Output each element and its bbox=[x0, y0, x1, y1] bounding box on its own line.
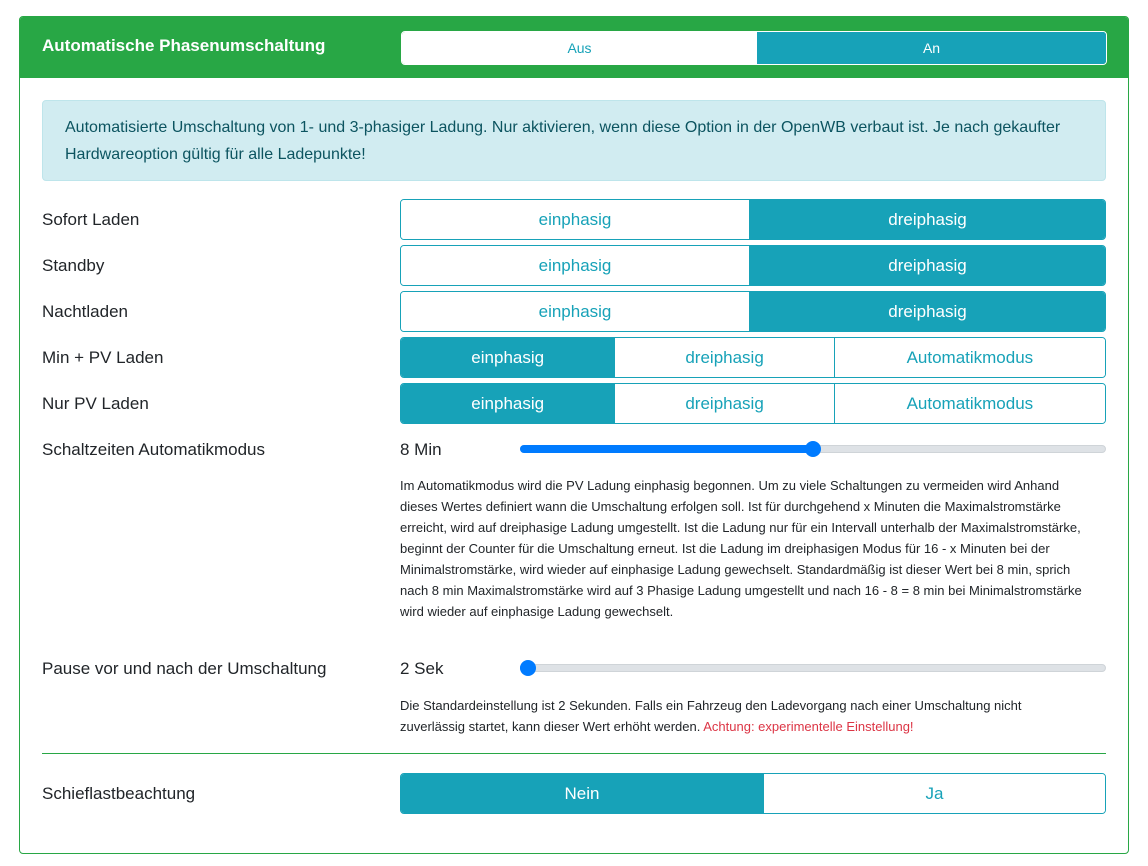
nachtladen-einphasig-button[interactable]: einphasig bbox=[401, 292, 749, 331]
sofort-laden-label: Sofort Laden bbox=[42, 210, 140, 229]
info-alert-text: Automatisierte Umschaltung von 1- und 3-phasiger Ladung. Nur aktivieren, wenn diese Option in der OpenWB verbaut ist. Je nach gekaufter Hardwareoption gültig für alle Ladepunkte! bbox=[65, 119, 1061, 163]
card-header bbox=[20, 17, 1128, 78]
standby-einphasig-button[interactable]: einphasig bbox=[401, 246, 749, 285]
min-pv-einphasig-button[interactable]: einphasig bbox=[401, 338, 614, 377]
standby-toggle bbox=[400, 245, 1106, 286]
nur-pv-dreiphasig-button[interactable]: dreiphasig bbox=[614, 384, 833, 423]
phase-switch-on-button[interactable]: An bbox=[757, 32, 1106, 64]
schieflast-nein-button[interactable]: Nein bbox=[401, 774, 763, 813]
pause-help bbox=[400, 695, 1090, 737]
card-title: Automatische Phasenumschaltung bbox=[42, 36, 326, 55]
min-pv-laden-toggle bbox=[400, 337, 1106, 378]
nur-pv-laden-toggle bbox=[400, 383, 1106, 424]
pause-label: Pause vor und nach der Umschaltung bbox=[42, 659, 327, 678]
pause-slider[interactable] bbox=[520, 656, 1106, 680]
phase-switch-toggle bbox=[401, 31, 1107, 65]
nur-pv-einphasig-button[interactable]: einphasig bbox=[401, 384, 614, 423]
schieflast-ja-button[interactable]: Ja bbox=[763, 774, 1105, 813]
pause-help-text: Die Standardeinstellung ist 2 Sekunden. Falls ein Fahrzeug den Ladevorgang nach einer Umschaltung nicht zuverlässig startet, kann dieser Wert erhöht werden. bbox=[400, 698, 1022, 734]
info-alert bbox=[42, 100, 1106, 181]
nur-pv-laden-label: Nur PV Laden bbox=[42, 394, 149, 413]
slider-thumb[interactable] bbox=[805, 441, 821, 457]
min-pv-laden-label: Min + PV Laden bbox=[42, 348, 164, 367]
slider-thumb[interactable] bbox=[520, 660, 536, 676]
min-pv-automatikmodus-button[interactable]: Automatikmodus bbox=[834, 338, 1105, 377]
sofort-laden-dreiphasig-button[interactable]: dreiphasig bbox=[749, 200, 1105, 239]
nachtladen-label: Nachtladen bbox=[42, 302, 129, 321]
pause-value: 2 Sek bbox=[400, 659, 444, 678]
slider-fill bbox=[520, 445, 813, 453]
schaltzeiten-slider[interactable] bbox=[520, 437, 1106, 461]
nachtladen-dreiphasig-button[interactable]: dreiphasig bbox=[749, 292, 1105, 331]
slider-track bbox=[520, 664, 1106, 672]
sofort-laden-einphasig-button[interactable]: einphasig bbox=[401, 200, 749, 239]
min-pv-dreiphasig-button[interactable]: dreiphasig bbox=[614, 338, 833, 377]
nur-pv-automatikmodus-button[interactable]: Automatikmodus bbox=[834, 384, 1105, 423]
schaltzeiten-value: 8 Min bbox=[400, 440, 442, 459]
schaltzeiten-label: Schaltzeiten Automatikmodus bbox=[42, 440, 266, 459]
pause-warning: Achtung: experimentelle Einstellung! bbox=[703, 719, 914, 734]
phase-switch-card bbox=[19, 16, 1129, 854]
schieflast-toggle bbox=[400, 773, 1106, 814]
standby-label: Standby bbox=[42, 256, 105, 275]
standby-dreiphasig-button[interactable]: dreiphasig bbox=[749, 246, 1105, 285]
phase-switch-off-button[interactable]: Aus bbox=[402, 32, 757, 64]
schieflast-label: Schieflastbeachtung bbox=[42, 784, 196, 803]
schaltzeiten-help: Im Automatikmodus wird die PV Ladung einphasig begonnen. Um zu viele Schaltungen zu vermeiden wird Anhand dieses Wertes definiert wann die Umschaltung erfolgen soll. Ist für durchgehend x Minuten die Maximalstromstärke erreicht, wird auf dreiphasige Ladung umgestellt. Ist die Ladung nur für ein Intervall unterhalb der Maximalstromstärke, beginnt der Counter für die Umschaltung erneut. Ist die Ladung im dreiphasigen Modus für 16 - x Minuten bei der Minimalstromstärke, wird wieder auf einphasige Ladung gewechselt. Standardmäßig ist dieser Wert bei 8 min, sprich nach 8 min Maximalstromstärke wird auf 3 Phasige Ladung umgestellt und nach 16 - 8 = 8 min bei Minimalstromstärke wird wieder auf einphasige Ladung gewechselt. bbox=[400, 478, 1082, 619]
section-divider bbox=[42, 753, 1106, 754]
sofort-laden-toggle bbox=[400, 199, 1106, 240]
nachtladen-toggle bbox=[400, 291, 1106, 332]
